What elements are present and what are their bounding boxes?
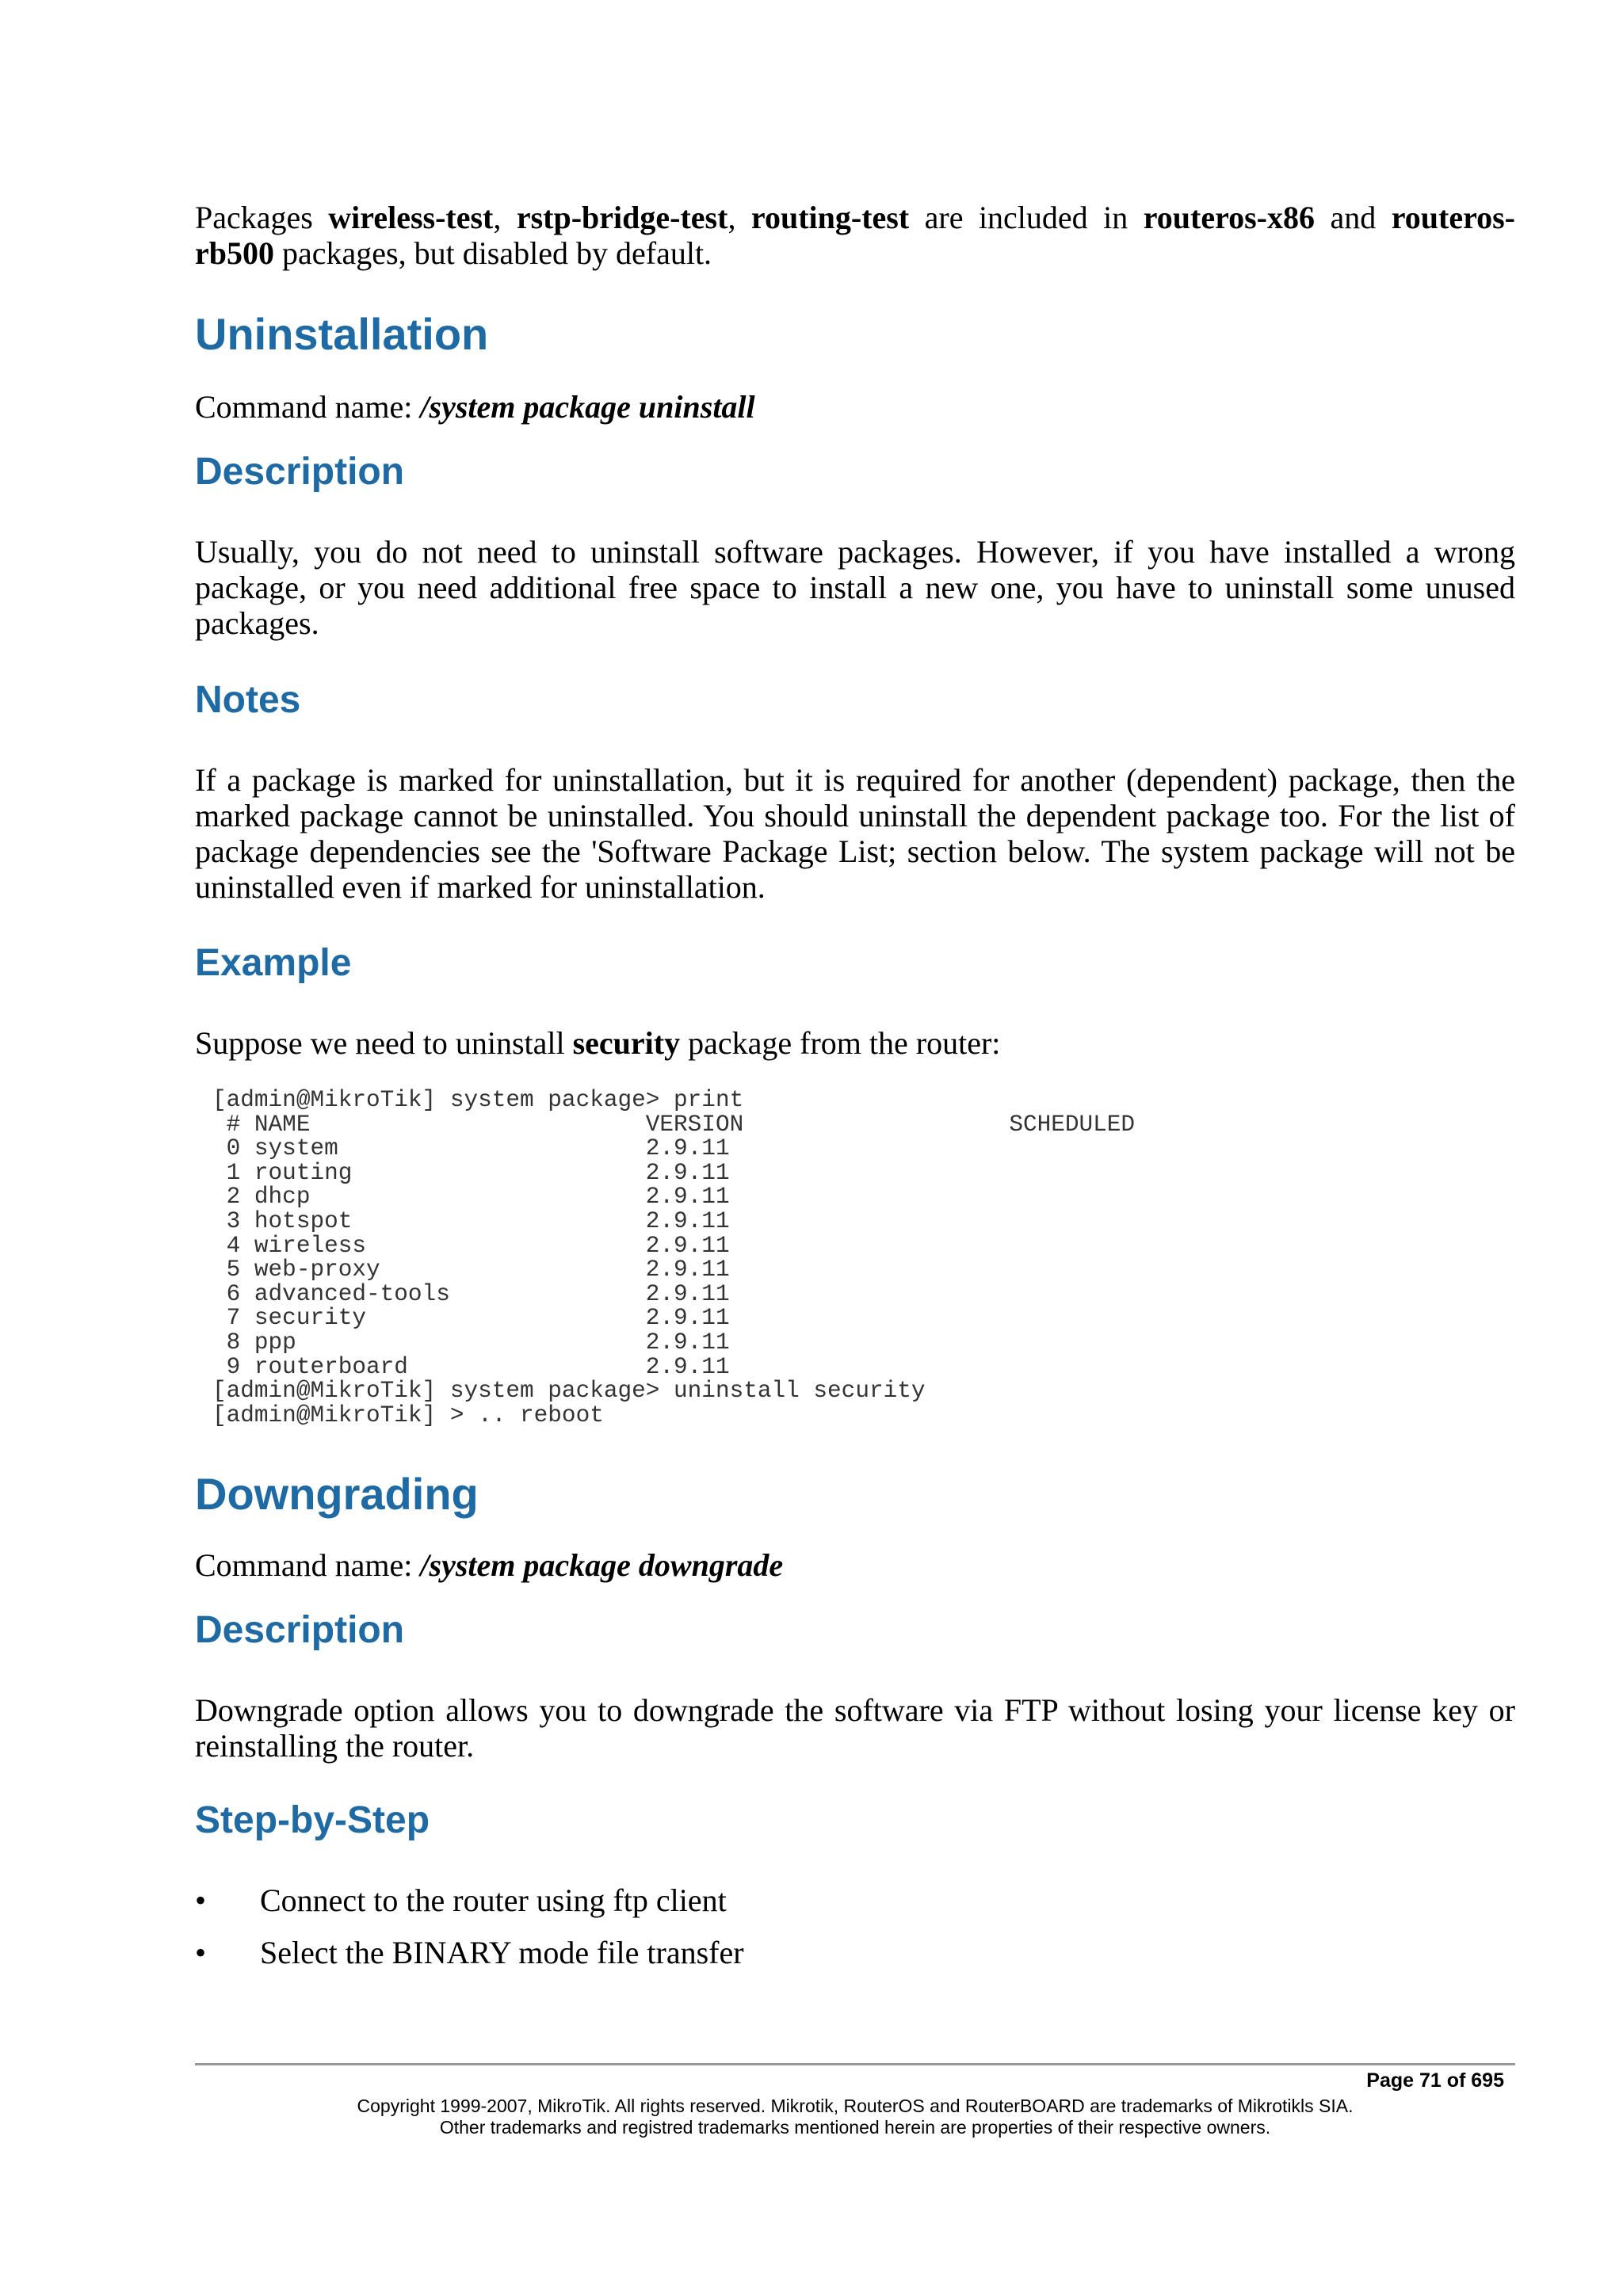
example-text: Suppose we need to uninstall security package from the router:	[195, 1025, 1001, 1061]
bullet-icon: •	[195, 1935, 207, 1970]
intro-paragraph: Packages wireless-test, rstp-bridge-test, routing-test are included in routeros-x86 and routeros-rb500 packages, but disabled by default.	[195, 200, 1515, 271]
copyright-line-2: Other trademarks and registred trademarks mentioned herein are properties of their respective owners.	[439, 2117, 1271, 2138]
bullet-icon: •	[195, 1882, 207, 1918]
downgrade-description-heading: Description	[195, 1609, 405, 1651]
step-text: Select the BINARY mode file transfer	[260, 1935, 744, 1970]
footer-divider	[195, 2063, 1515, 2065]
example-heading: Example	[195, 942, 352, 984]
package-wireless-test: wireless-test	[328, 200, 494, 235]
package-rstp-bridge-test: rstp-bridge-test	[516, 200, 728, 235]
notes-heading: Notes	[195, 679, 301, 721]
copyright-line-1: Copyright 1999-2007, MikroTik. All rights reserved. Mikrotik, RouterOS and RouterBOARD are trademarks of Mikrotikls SIA.	[357, 2096, 1354, 2116]
package-routing-test: routing-test	[750, 200, 910, 235]
uninstall-command-name: Command name: /system package uninstall	[195, 389, 755, 425]
downgrade-command-name: Command name: /system package downgrade	[195, 1547, 784, 1583]
notes-text: If a package is marked for uninstallation, but it is required for another (dependent) package, then the marked package cannot be uninstalled. You should uninstall the dependent package too. For the list of package dependencies see the 'Software Package List; section below. The system package will not be uninstalled even if marked for uninstallation.	[195, 762, 1515, 905]
page-number: Page 71 of 695	[1366, 2069, 1504, 2092]
uninstall-command: /system package uninstall	[420, 389, 755, 425]
downgrade-command: /system package downgrade	[420, 1547, 784, 1583]
step-by-step-heading: Step-by-Step	[195, 1799, 430, 1841]
uninstall-description-text: Usually, you do not need to uninstall software packages. However, if you have installed a wrong package, or you need additional free space to install a new one, you have to uninstall some unused packages.	[195, 534, 1515, 641]
terminal-output: [admin@MikroTik] system package> print # NAME VERSION SCHEDULED 0 system 2.9.11 1 routing 2.9.11 2 dhcp 2.9.11 3 hotspot 2.9.11 4 wireless 2.9.11 5 web-proxy 2.9.11 6 advanced-tools 2.9.11 7 security 2.9.11 8 ppp 2.9.11 9 routerboard 2.9.11 [admin@MikroTik] system package> uninstall security [admin@MikroTik] > .. reboot	[212, 1087, 1136, 1428]
package-routeros-rb500: routeros-rb500	[195, 200, 1515, 271]
downgrade-description-text: Downgrade option allows you to downgrade the software via FTP without losing your license key or reinstalling the router.	[195, 1692, 1515, 1764]
step-text: Connect to the router using ftp client	[260, 1882, 727, 1918]
uninstall-description-heading: Description	[195, 451, 405, 493]
uninstallation-heading: Uninstallation	[195, 309, 489, 359]
document-page	[195, 0, 1515, 2296]
downgrading-heading: Downgrading	[195, 1469, 479, 1519]
package-security: security	[572, 1025, 681, 1061]
package-routeros-x86: routeros-x86	[1143, 200, 1316, 235]
